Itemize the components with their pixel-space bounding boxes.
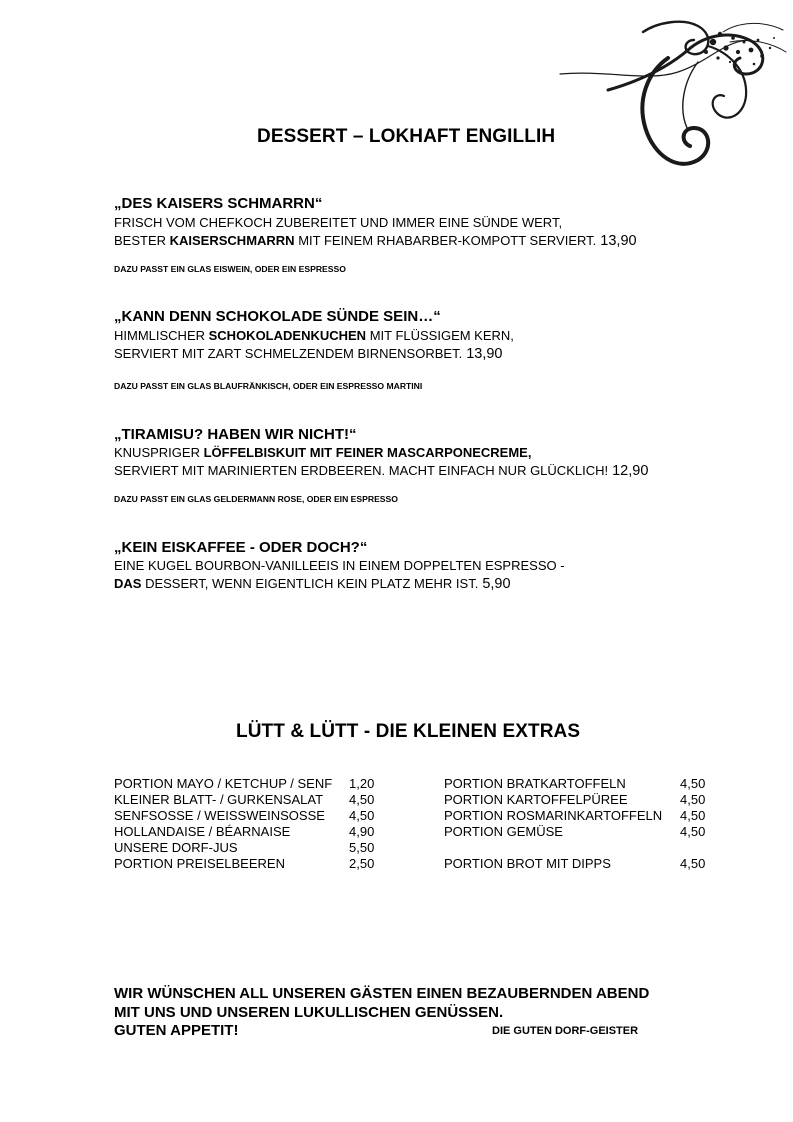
footer-signature: DIE GUTEN DORF-GEISTER <box>492 1025 639 1037</box>
dessert-title: „TIRAMISU? HABEN WIR NICHT!“ <box>114 426 357 443</box>
dessert-title: „KANN DENN SCHOKOLADE SÜNDE SEIN…“ <box>114 308 441 325</box>
extras-item-price: 4,50 <box>349 808 375 823</box>
extras-item-name: PORTION GEMÜSE <box>444 824 563 839</box>
dessert-description-line: BESTER KAISERSCHMARRN MIT FEINEM RHABARBER-KOMPOTT SERVIERT. 13,90 <box>114 233 637 249</box>
dessert-price: 12,90 <box>612 463 649 479</box>
dessert-description-line: EINE KUGEL BOURBON-VANILLEEIS IN EINEM DOPPELTEN ESPRESSO - <box>114 558 565 573</box>
extras-item-price: 4,90 <box>349 824 375 839</box>
drink-pairing: DAZU PASST EIN GLAS BLAUFRÄNKISCH, ODER EIN ESPRESSO MARTINI <box>114 381 423 391</box>
extras-item-price: 4,50 <box>680 776 706 791</box>
extras-item-name: UNSERE DORF-JUS <box>114 840 238 855</box>
dessert-price: 13,90 <box>600 233 637 249</box>
dessert-description-line: HIMMLISCHER SCHOKOLADENKUCHEN MIT FLÜSSIGEM KERN, <box>114 328 514 343</box>
extras-item-name: PORTION PREISELBEEREN <box>114 856 285 871</box>
footer-line: WIR WÜNSCHEN ALL UNSEREN GÄSTEN EINEN BEZAUBERNDEN ABEND <box>114 985 650 1002</box>
drink-pairing: DAZU PASST EIN GLAS EISWEIN, ODER EIN ESPRESSO <box>114 264 346 274</box>
extras-item-price: 4,50 <box>349 792 375 807</box>
extras-item-name: HOLLANDAISE / BÉARNAISE <box>114 824 291 839</box>
dessert-description-line: SERVIERT MIT ZART SCHMELZENDEM BIRNENSORBET. 13,90 <box>114 346 503 362</box>
extras-item-price: 2,50 <box>349 856 375 871</box>
decorative-swirl-ornament <box>548 12 793 172</box>
dessert-description-line: SERVIERT MIT MARINIERTEN ERDBEEREN. MACHT EINFACH NUR GLÜCKLICH! 12,90 <box>114 463 649 479</box>
extras-item-price: 1,20 <box>349 776 375 791</box>
dessert-price: 5,90 <box>482 576 511 592</box>
extras-item-name: SENFSOSSE / WEISSWEINSOSSE <box>114 808 325 823</box>
dessert-heading: DESSERT – LOKHAFT ENGILLIH <box>257 126 556 147</box>
extras-item-price: 4,50 <box>680 824 706 839</box>
extras-item-name: PORTION BRATKARTOFFELN <box>444 776 626 791</box>
dessert-title: „KEIN EISKAFFEE - ODER DOCH?“ <box>114 539 368 556</box>
extras-heading: LÜTT & LÜTT - DIE KLEINEN EXTRAS <box>236 721 581 742</box>
extras-item-name: KLEINER BLATT- / GURKENSALAT <box>114 792 324 807</box>
extras-item-name: PORTION BROT MIT DIPPS <box>444 856 611 871</box>
extras-item-name: PORTION KARTOFFELPÜREE <box>444 792 628 807</box>
dessert-price: 13,90 <box>466 346 503 362</box>
dessert-description-line: FRISCH VOM CHEFKOCH ZUBEREITET UND IMMER EINE SÜNDE WERT, <box>114 215 563 230</box>
dessert-description-line: DAS DESSERT, WENN EIGENTLICH KEIN PLATZ MEHR IST. 5,90 <box>114 576 511 592</box>
footer-line: MIT UNS UND UNSEREN LUKULLISCHEN GENÜSSEN. <box>114 1004 504 1021</box>
drink-pairing: DAZU PASST EIN GLAS GELDERMANN ROSE, ODER EIN ESPRESSO <box>114 494 398 504</box>
extras-item-price: 4,50 <box>680 808 706 823</box>
extras-item-price: 4,50 <box>680 792 706 807</box>
extras-item-name: PORTION MAYO / KETCHUP / SENF <box>114 776 333 791</box>
dessert-description-line: KNUSPRIGER LÖFFELBISKUIT MIT FEINER MASCARPONECREME, <box>114 445 532 460</box>
extras-item-price: 5,50 <box>349 840 375 855</box>
footer-greeting: GUTEN APPETIT! <box>114 1022 239 1039</box>
extras-item-name: PORTION ROSMARINKARTOFFELN <box>444 808 663 823</box>
extras-item-price: 4,50 <box>680 856 706 871</box>
dessert-title: „DES KAISERS SCHMARRN“ <box>114 195 323 212</box>
